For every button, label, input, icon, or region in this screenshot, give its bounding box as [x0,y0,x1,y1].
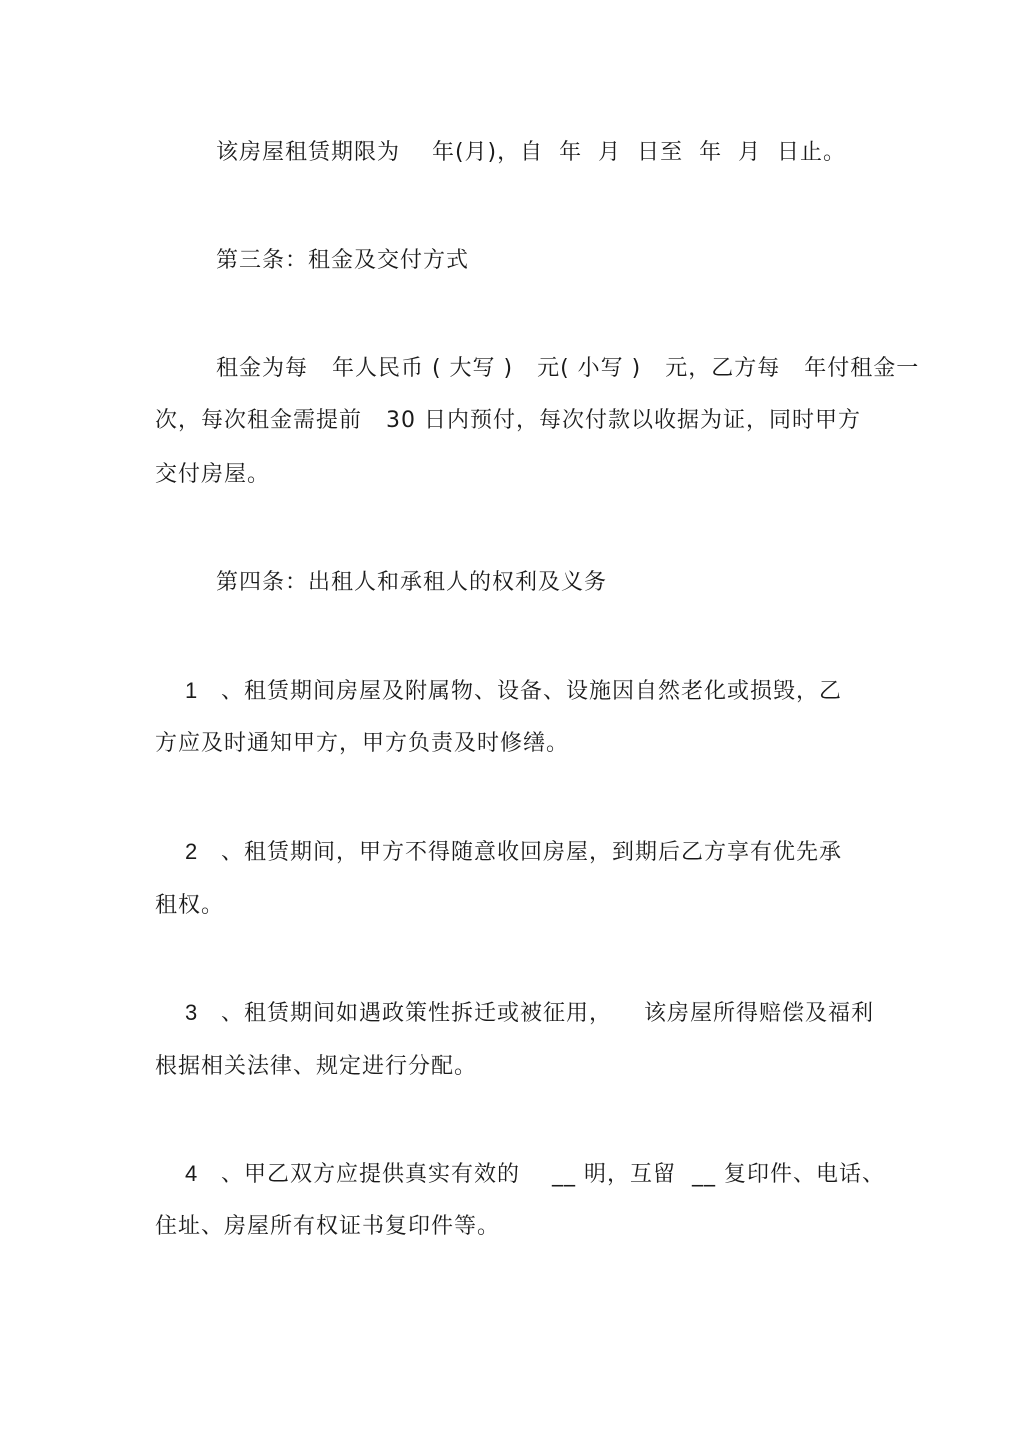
lease-term-paragraph: 该房屋租赁期限为 年(月)，自 年 月 日至 年 月 日止。 [216,140,847,165]
clause-1-line-2: 方应及时通知甲方，甲方负责及时修缮。 [155,731,570,756]
clause-number: 3 [185,1000,199,1025]
clause-text: 、甲乙双方应提供真实有效的 __ 明，互留 __ 复印件、电话、 [221,1162,885,1187]
clause-4-line-1 [185,1159,885,1189]
clause-2-line-1 [185,837,842,867]
clause-2-line-2: 租权。 [155,893,225,918]
clause-3-line-2: 根据相关法律、规定进行分配。 [155,1054,478,1079]
clause-text: 、租赁期间，甲方不得随意收回房屋，到期后乙方享有优先承 [221,840,843,865]
clause-1-line-1 [185,676,842,706]
clause-3-line-1 [185,998,874,1028]
clause-number: 2 [185,839,199,864]
article-4-heading: 第四条：出租人和承租人的权利及义务 [216,570,608,595]
article-3-heading: 第三条：租金及交付方式 [216,248,470,273]
clause-text: 、租赁期间房屋及附属物、设备、设施因自然老化或损毁，乙 [221,679,843,704]
rent-paragraph-line-2: 次，每次租金需提前 30 日内预付，每次付款以收据为证，同时甲方 [155,408,861,433]
clause-number: 1 [185,678,199,703]
rent-paragraph-line-3: 交付房屋。 [155,462,271,487]
clause-number: 4 [185,1161,199,1186]
clause-4-line-2: 住址、房屋所有权证书复印件等。 [155,1214,501,1239]
rent-paragraph-line-1: 租金为每 年人民币 ( 大写 ) 元( 小写 ) 元，乙方每 年付租金一 [216,356,920,381]
clause-text: 、租赁期间如遇政策性拆迁或被征用， 该房屋所得赔偿及福利 [221,1001,874,1026]
